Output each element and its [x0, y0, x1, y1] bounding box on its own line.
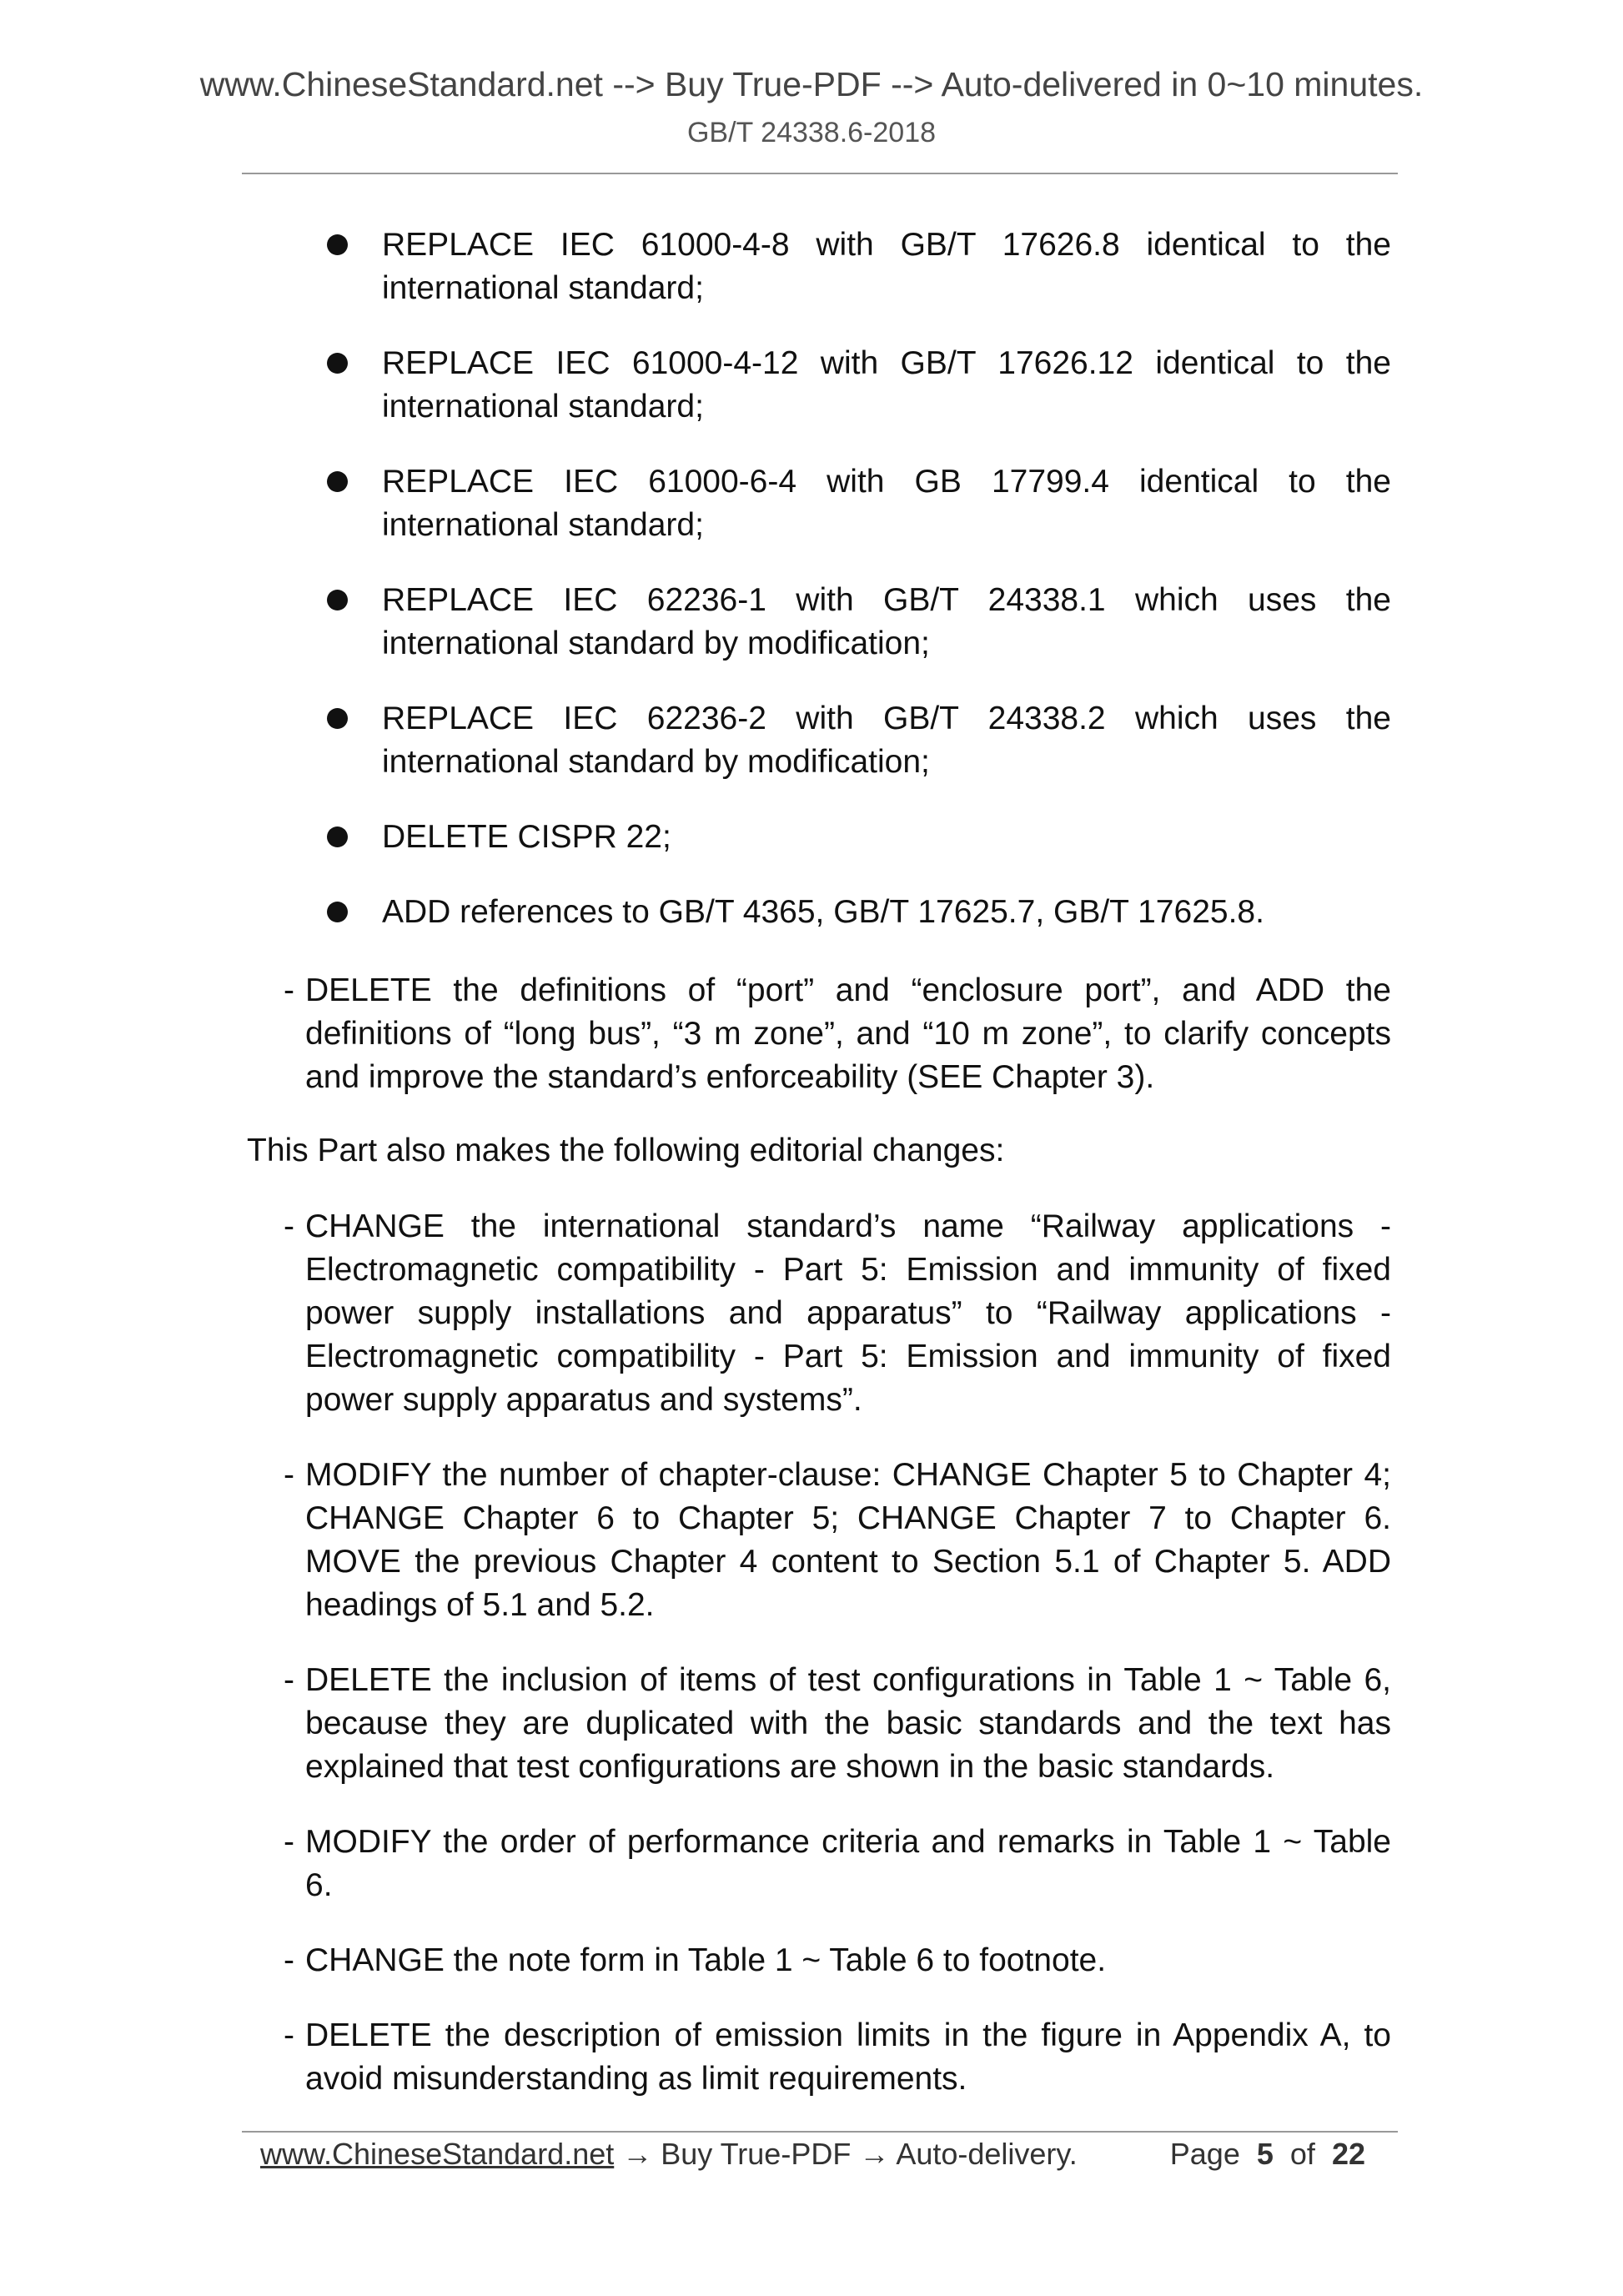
bullet-icon: [327, 902, 348, 922]
list-item: [284, 2014, 1391, 2101]
footer-divider: [242, 2131, 1398, 2133]
list-item-text: DELETE the definitions of “port” and “enclosure port”, and ADD the definitions of “long bus”, “3 m zone”, and “10 m zone”, to clarify concepts and improve the standard’s enforceability (SEE Chapter 3).: [305, 972, 1391, 1095]
header-divider: [242, 173, 1398, 174]
dash-marker: -: [284, 1662, 294, 1698]
dash-marker: -: [284, 2017, 294, 2053]
technical-changes-list: [284, 969, 1391, 1131]
bullet-icon: [327, 353, 348, 374]
page-indicator: [1170, 2137, 1365, 2172]
standard-number: GB/T 24338.6-2018: [686, 117, 937, 148]
bullet-icon: [327, 590, 348, 610]
list-item: [324, 342, 1391, 429]
dash-marker: -: [284, 1208, 294, 1244]
list-item: [284, 969, 1391, 1099]
dash-marker: -: [284, 972, 294, 1008]
bullet-icon: [327, 471, 348, 492]
reference-changes-list: [324, 224, 1391, 966]
list-item-text: MODIFY the number of chapter-clause: CHANGE Chapter 5 to Chapter 4; CHANGE Chapter 6 to Chapter 5; CHANGE Chapter 7 to Chapter 6. MOVE the previous Chapter 4 content to Section 5.1 of Chapter 5. ADD headings of 5.1 and 5.2.: [305, 1457, 1391, 1623]
list-item: [284, 1205, 1391, 1422]
list-item: [284, 1659, 1391, 1789]
list-item: [324, 224, 1391, 310]
bullet-icon: [327, 708, 348, 729]
list-item-text: ADD references to GB/T 4365, GB/T 17625.7, GB/T 17625.8.: [382, 894, 1264, 930]
list-item-text: DELETE the description of emission limits in the figure in Appendix A, to avoid misunderstanding as limit requirements.: [305, 2017, 1391, 2097]
total-pages: 22: [1331, 2137, 1365, 2171]
footer-promo: [260, 2137, 1078, 2172]
list-item-text: REPLACE IEC 61000-4-8 with GB/T 17626.8 identical to the international standard;: [382, 227, 1391, 306]
editorial-intro: This Part also makes the following editorial changes:: [247, 1133, 1005, 1168]
list-item-text: REPLACE IEC 62236-2 with GB/T 24338.2 which uses the international standard by modification;: [382, 701, 1391, 780]
list-item-text: REPLACE IEC 62236-1 with GB/T 24338.1 which uses the international standard by modification;: [382, 582, 1391, 661]
page-of-label: of: [1289, 2137, 1315, 2171]
list-item-text: REPLACE IEC 61000-4-12 with GB/T 17626.12 identical to the international standard;: [382, 345, 1391, 425]
current-page: 5: [1256, 2137, 1274, 2171]
list-item: [284, 1454, 1391, 1627]
editorial-changes-list: [284, 1205, 1391, 2133]
list-item: [324, 816, 1391, 859]
list-item: [324, 891, 1391, 934]
page-footer: [260, 2137, 1390, 2187]
list-item-text: DELETE CISPR 22;: [382, 819, 671, 855]
footer-promo-text: → Buy True-PDF → Auto-delivery.: [614, 2137, 1078, 2171]
list-item: [284, 1939, 1391, 1982]
list-item: [284, 1821, 1391, 1907]
bullet-icon: [327, 826, 348, 847]
list-item: [324, 697, 1391, 784]
list-item-text: MODIFY the order of performance criteria and remarks in Table 1 ~ Table 6.: [305, 1824, 1391, 1903]
list-item-text: CHANGE the note form in Table 1 ~ Table 6 to footnote.: [305, 1942, 1107, 1978]
list-item-text: REPLACE IEC 61000-6-4 with GB 17799.4 identical to the international standard;: [382, 464, 1391, 543]
bullet-icon: [327, 234, 348, 255]
list-item: [324, 579, 1391, 666]
dash-marker: -: [284, 1457, 294, 1493]
list-item-text: CHANGE the international standard’s name “Railway applications - Electromagnetic compatibility - Part 5: Emission and immunity of fixed power supply installations and apparatus” to “Railway applications - Electromagnetic compatibility - Part 5: Emission and immunity of fixed power supply apparatus and systems”.: [305, 1208, 1391, 1418]
list-item-text: DELETE the inclusion of items of test configurations in Table 1 ~ Table 6, because they are duplicated with the basic standards and the text has explained that test configurations are shown in the basic standards.: [305, 1662, 1391, 1785]
dash-marker: -: [284, 1942, 294, 1978]
page-label: Page: [1169, 2137, 1240, 2171]
header-banner: www.ChineseStandard.net --> Buy True-PDF --> Auto-delivered in 0~10 minutes.: [199, 65, 1424, 103]
list-item: [324, 460, 1391, 547]
dash-marker: -: [284, 1824, 294, 1860]
website-link[interactable]: www.ChineseStandard.net: [260, 2137, 615, 2171]
